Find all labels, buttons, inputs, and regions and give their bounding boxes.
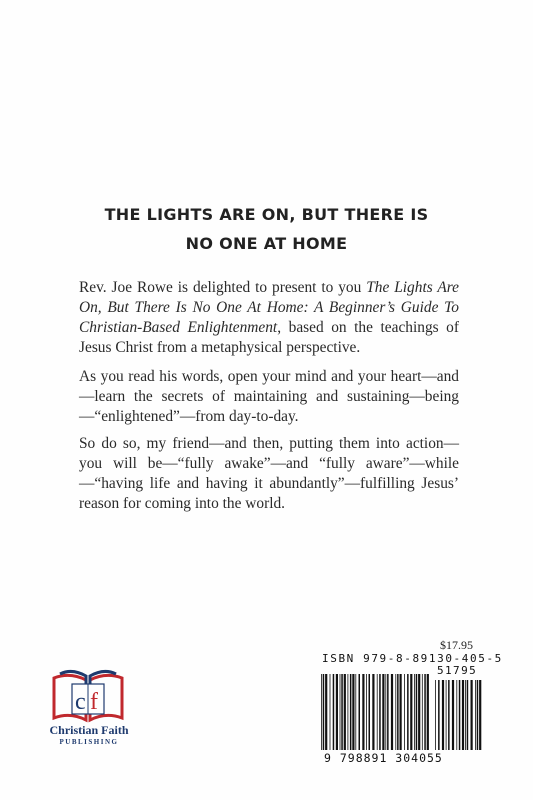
description-paragraph-2: As you read his words, open your mind and your heart—and—learn the secrets of maintaining and sustaining—being—“enlightened”—from day-to-day. bbox=[79, 368, 459, 425]
paragraph-text: Rev. Joe Rowe is delighted to present to you bbox=[79, 279, 367, 296]
publisher-logo-icon bbox=[48, 664, 128, 724]
logo-letter-c: c bbox=[75, 689, 86, 715]
publisher-name: Christian Faith bbox=[49, 723, 129, 737]
barcode-digits: 9 798891 304055 bbox=[324, 751, 443, 765]
book-title-italic: The Lights Are On, But There Is No One At Home: A Beginner’s Guide To Christian-Based Enlightenment bbox=[79, 279, 459, 336]
price-label: $17.95 bbox=[440, 638, 473, 652]
isbn-text: ISBN 979-8-89130-405-5 bbox=[322, 652, 503, 665]
logo-letter-f: f bbox=[90, 689, 98, 715]
price-code: 51795 bbox=[437, 664, 478, 677]
publisher-subtitle: PUBLISHING bbox=[59, 738, 119, 746]
description-paragraph-3: So do so, my friend—and then, putting them into action—you will be—“fully awake”—and “fully aware”—while—“having life and having it abundantly”—fulfilling Jesus’ reason for coming into the world. bbox=[79, 435, 459, 512]
book-title-line-2: NO ONE AT HOME bbox=[185, 234, 348, 253]
barcode bbox=[315, 664, 487, 762]
book-title-line-1: THE LIGHTS ARE ON, BUT THERE IS bbox=[104, 205, 429, 224]
description-paragraph-1 bbox=[79, 278, 459, 358]
paragraph-text: , based on the teachings of Jesus Christ from a metaphysical perspective. bbox=[79, 319, 459, 356]
